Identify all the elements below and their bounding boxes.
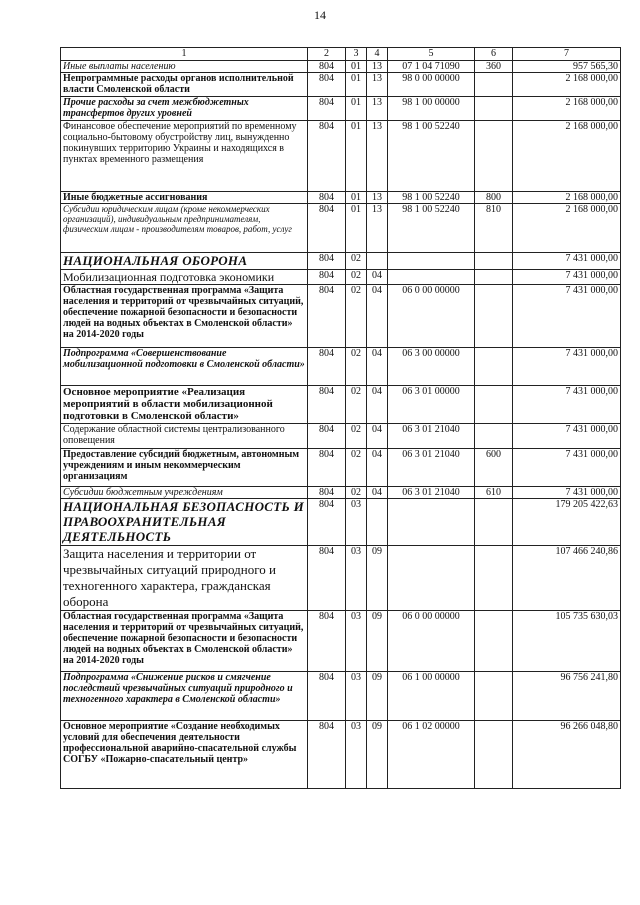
expense-type-code: 800	[475, 192, 513, 204]
ministry-code: 804	[308, 121, 346, 192]
expense-type-code	[475, 499, 513, 546]
subsection-code: 09	[367, 672, 388, 721]
section-code: 03	[346, 672, 367, 721]
target-article-code: 98 1 00 52240	[388, 121, 475, 192]
target-article-code: 06 0 00 00000	[388, 285, 475, 348]
expense-type-code	[475, 73, 513, 97]
expense-type-code	[475, 121, 513, 192]
target-article-code: 06 3 01 21040	[388, 424, 475, 449]
expense-type-code	[475, 285, 513, 348]
table-row	[61, 348, 621, 386]
expense-type-code: 600	[475, 449, 513, 487]
ministry-code: 804	[308, 204, 346, 253]
target-article-code: 06 1 00 00000	[388, 672, 475, 721]
item-name: Мобилизационная подготовка экономики	[61, 270, 308, 285]
expense-type-code	[475, 672, 513, 721]
column-number-4: 4	[367, 48, 388, 61]
expense-type-code	[475, 97, 513, 121]
subsection-code: 13	[367, 97, 388, 121]
table-row	[61, 285, 621, 348]
amount: 7 431 000,00	[513, 285, 621, 348]
target-article-code: 06 3 01 21040	[388, 449, 475, 487]
item-name: Иные выплаты населению	[61, 61, 308, 73]
section-code: 01	[346, 61, 367, 73]
ministry-code: 804	[308, 672, 346, 721]
column-number-2: 2	[308, 48, 346, 61]
ministry-code: 804	[308, 253, 346, 270]
section-code: 02	[346, 424, 367, 449]
item-name: НАЦИОНАЛЬНАЯ БЕЗОПАСНОСТЬ И ПРАВООХРАНИТЕЛЬНАЯ ДЕЯТЕЛЬНОСТЬ	[61, 499, 308, 546]
section-code: 03	[346, 721, 367, 789]
target-article-code	[388, 546, 475, 611]
subsection-code: 13	[367, 61, 388, 73]
subsection-code: 04	[367, 348, 388, 386]
expense-type-code: 610	[475, 487, 513, 499]
table-row	[61, 449, 621, 487]
ministry-code: 804	[308, 424, 346, 449]
item-name: Прочие расходы за счет межбюджетных трансфертов других уровней	[61, 97, 308, 121]
table-row	[61, 121, 621, 192]
target-article-code: 98 0 00 00000	[388, 73, 475, 97]
item-name: Содержание областной системы централизованного оповещения	[61, 424, 308, 449]
target-article-code: 06 3 01 00000	[388, 386, 475, 424]
amount: 7 431 000,00	[513, 487, 621, 499]
target-article-code: 06 3 00 00000	[388, 348, 475, 386]
target-article-code: 98 1 00 00000	[388, 97, 475, 121]
subsection-code: 04	[367, 270, 388, 285]
amount: 105 735 630,03	[513, 611, 621, 672]
section-code: 02	[346, 487, 367, 499]
amount: 179 205 422,63	[513, 499, 621, 546]
amount: 96 266 048,80	[513, 721, 621, 789]
expense-type-code: 810	[475, 204, 513, 253]
section-code: 02	[346, 270, 367, 285]
expense-type-code	[475, 253, 513, 270]
amount: 7 431 000,00	[513, 253, 621, 270]
section-code: 01	[346, 192, 367, 204]
amount: 2 168 000,00	[513, 204, 621, 253]
item-name: Непрограммные расходы органов исполнительной власти Смоленской области	[61, 73, 308, 97]
amount: 2 168 000,00	[513, 73, 621, 97]
table-row	[61, 97, 621, 121]
column-number-1: 1	[61, 48, 308, 61]
expense-type-code	[475, 546, 513, 611]
subsection-code	[367, 253, 388, 270]
target-article-code: 06 0 00 00000	[388, 611, 475, 672]
item-name: Субсидии юридическим лицам (кроме некоммерческих организаций), индивидуальным предпринимателям, физическим лицам - производителям товаров, работ, услуг	[61, 204, 308, 253]
target-article-code: 98 1 00 52240	[388, 192, 475, 204]
page-number: 14	[314, 8, 326, 22]
item-name: НАЦИОНАЛЬНАЯ ОБОРОНА	[61, 253, 308, 270]
target-article-code: 07 1 04 71090	[388, 61, 475, 73]
ministry-code: 804	[308, 449, 346, 487]
ministry-code: 804	[308, 61, 346, 73]
amount: 7 431 000,00	[513, 348, 621, 386]
ministry-code: 804	[308, 73, 346, 97]
item-name: Подпрограмма «Снижение рисков и смягчение последствий чрезвычайных ситуаций природного и техногенного характера в Смоленской области»	[61, 672, 308, 721]
table-row	[61, 499, 621, 546]
target-article-code: 06 1 02 00000	[388, 721, 475, 789]
amount: 107 466 240,86	[513, 546, 621, 611]
subsection-code: 04	[367, 424, 388, 449]
table-row	[61, 73, 621, 97]
subsection-code: 13	[367, 204, 388, 253]
section-code: 01	[346, 204, 367, 253]
item-name: Иные бюджетные ассигнования	[61, 192, 308, 204]
table-row	[61, 270, 621, 285]
column-number-3: 3	[346, 48, 367, 61]
ministry-code: 804	[308, 721, 346, 789]
table-row	[61, 721, 621, 789]
expense-type-code	[475, 721, 513, 789]
target-article-code	[388, 253, 475, 270]
section-code: 01	[346, 73, 367, 97]
subsection-code: 13	[367, 192, 388, 204]
item-name: Финансовое обеспечение мероприятий по временному социально-бытовому обустройству лиц, вынужденно покинувших территорию Украины и находящихся в пунктах временного размещения	[61, 121, 308, 192]
ministry-code: 804	[308, 285, 346, 348]
expense-type-code	[475, 348, 513, 386]
section-code: 01	[346, 97, 367, 121]
section-code: 01	[346, 121, 367, 192]
table-row	[61, 61, 621, 73]
section-code: 02	[346, 253, 367, 270]
ministry-code: 804	[308, 192, 346, 204]
table-row	[61, 672, 621, 721]
ministry-code: 804	[308, 97, 346, 121]
column-number-6: 6	[475, 48, 513, 61]
column-number-7: 7	[513, 48, 621, 61]
section-code: 03	[346, 546, 367, 611]
subsection-code: 04	[367, 285, 388, 348]
ministry-code: 804	[308, 386, 346, 424]
amount: 2 168 000,00	[513, 192, 621, 204]
expense-type-code	[475, 424, 513, 449]
expense-type-code	[475, 386, 513, 424]
column-number-row	[61, 48, 621, 61]
ministry-code: 804	[308, 487, 346, 499]
ministry-code: 804	[308, 611, 346, 672]
table-row	[61, 204, 621, 253]
ministry-code: 804	[308, 499, 346, 546]
subsection-code: 09	[367, 611, 388, 672]
expense-type-code	[475, 611, 513, 672]
subsection-code: 09	[367, 546, 388, 611]
amount: 2 168 000,00	[513, 97, 621, 121]
column-number-5: 5	[388, 48, 475, 61]
amount: 7 431 000,00	[513, 386, 621, 424]
amount: 957 565,30	[513, 61, 621, 73]
subsection-code: 09	[367, 721, 388, 789]
ministry-code: 804	[308, 546, 346, 611]
target-article-code: 06 3 01 21040	[388, 487, 475, 499]
section-code: 03	[346, 611, 367, 672]
budget-table	[60, 47, 621, 789]
item-name: Предоставление субсидий бюджетным, автономным учреждениям и иным некоммерческим организациям	[61, 449, 308, 487]
table-row	[61, 424, 621, 449]
subsection-code: 04	[367, 449, 388, 487]
amount: 96 756 241,80	[513, 672, 621, 721]
subsection-code	[367, 499, 388, 546]
item-name: Подпрограмма «Совершенствование мобилизационной подготовки в Смоленской области»	[61, 348, 308, 386]
item-name: Защита населения и территории от чрезвычайных ситуаций природного и техногенного характера, гражданская оборона	[61, 546, 308, 611]
table-row	[61, 487, 621, 499]
expense-type-code: 360	[475, 61, 513, 73]
item-name: Основное мероприятие «Создание необходимых условий для обеспечения деятельности профессиональной аварийно-спасательной службы СОГБУ «Пожарно-спасательный центр»	[61, 721, 308, 789]
amount: 7 431 000,00	[513, 449, 621, 487]
item-name: Субсидии бюджетным учреждениям	[61, 487, 308, 499]
table-row	[61, 253, 621, 270]
table-row	[61, 611, 621, 672]
subsection-code: 04	[367, 487, 388, 499]
table-row	[61, 192, 621, 204]
expense-type-code	[475, 270, 513, 285]
budget-table-body	[61, 61, 621, 789]
item-name: Областная государственная программа «Защита населения и территорий от чрезвычайных ситуаций, обеспечение пожарной безопасности и безопасности людей на водных объектах в Смоленской области» на 2014-2020 годы	[61, 611, 308, 672]
section-code: 02	[346, 386, 367, 424]
target-article-code	[388, 270, 475, 285]
item-name: Областная государственная программа «Защита населения и территорий от чрезвычайных ситуаций, обеспечение пожарной безопасности и безопасности людей на водных объектах в Смоленской области» на 2014-2020 годы	[61, 285, 308, 348]
ministry-code: 804	[308, 348, 346, 386]
amount: 7 431 000,00	[513, 424, 621, 449]
table-row	[61, 546, 621, 611]
ministry-code: 804	[308, 270, 346, 285]
section-code: 02	[346, 449, 367, 487]
subsection-code: 04	[367, 386, 388, 424]
amount: 2 168 000,00	[513, 121, 621, 192]
item-name: Основное мероприятие «Реализация мероприятий в области мобилизационной подготовки в Смоленской области»	[61, 386, 308, 424]
target-article-code	[388, 499, 475, 546]
subsection-code: 13	[367, 73, 388, 97]
table-row	[61, 386, 621, 424]
section-code: 02	[346, 285, 367, 348]
target-article-code: 98 1 00 52240	[388, 204, 475, 253]
amount: 7 431 000,00	[513, 270, 621, 285]
section-code: 02	[346, 348, 367, 386]
subsection-code: 13	[367, 121, 388, 192]
section-code: 03	[346, 499, 367, 546]
